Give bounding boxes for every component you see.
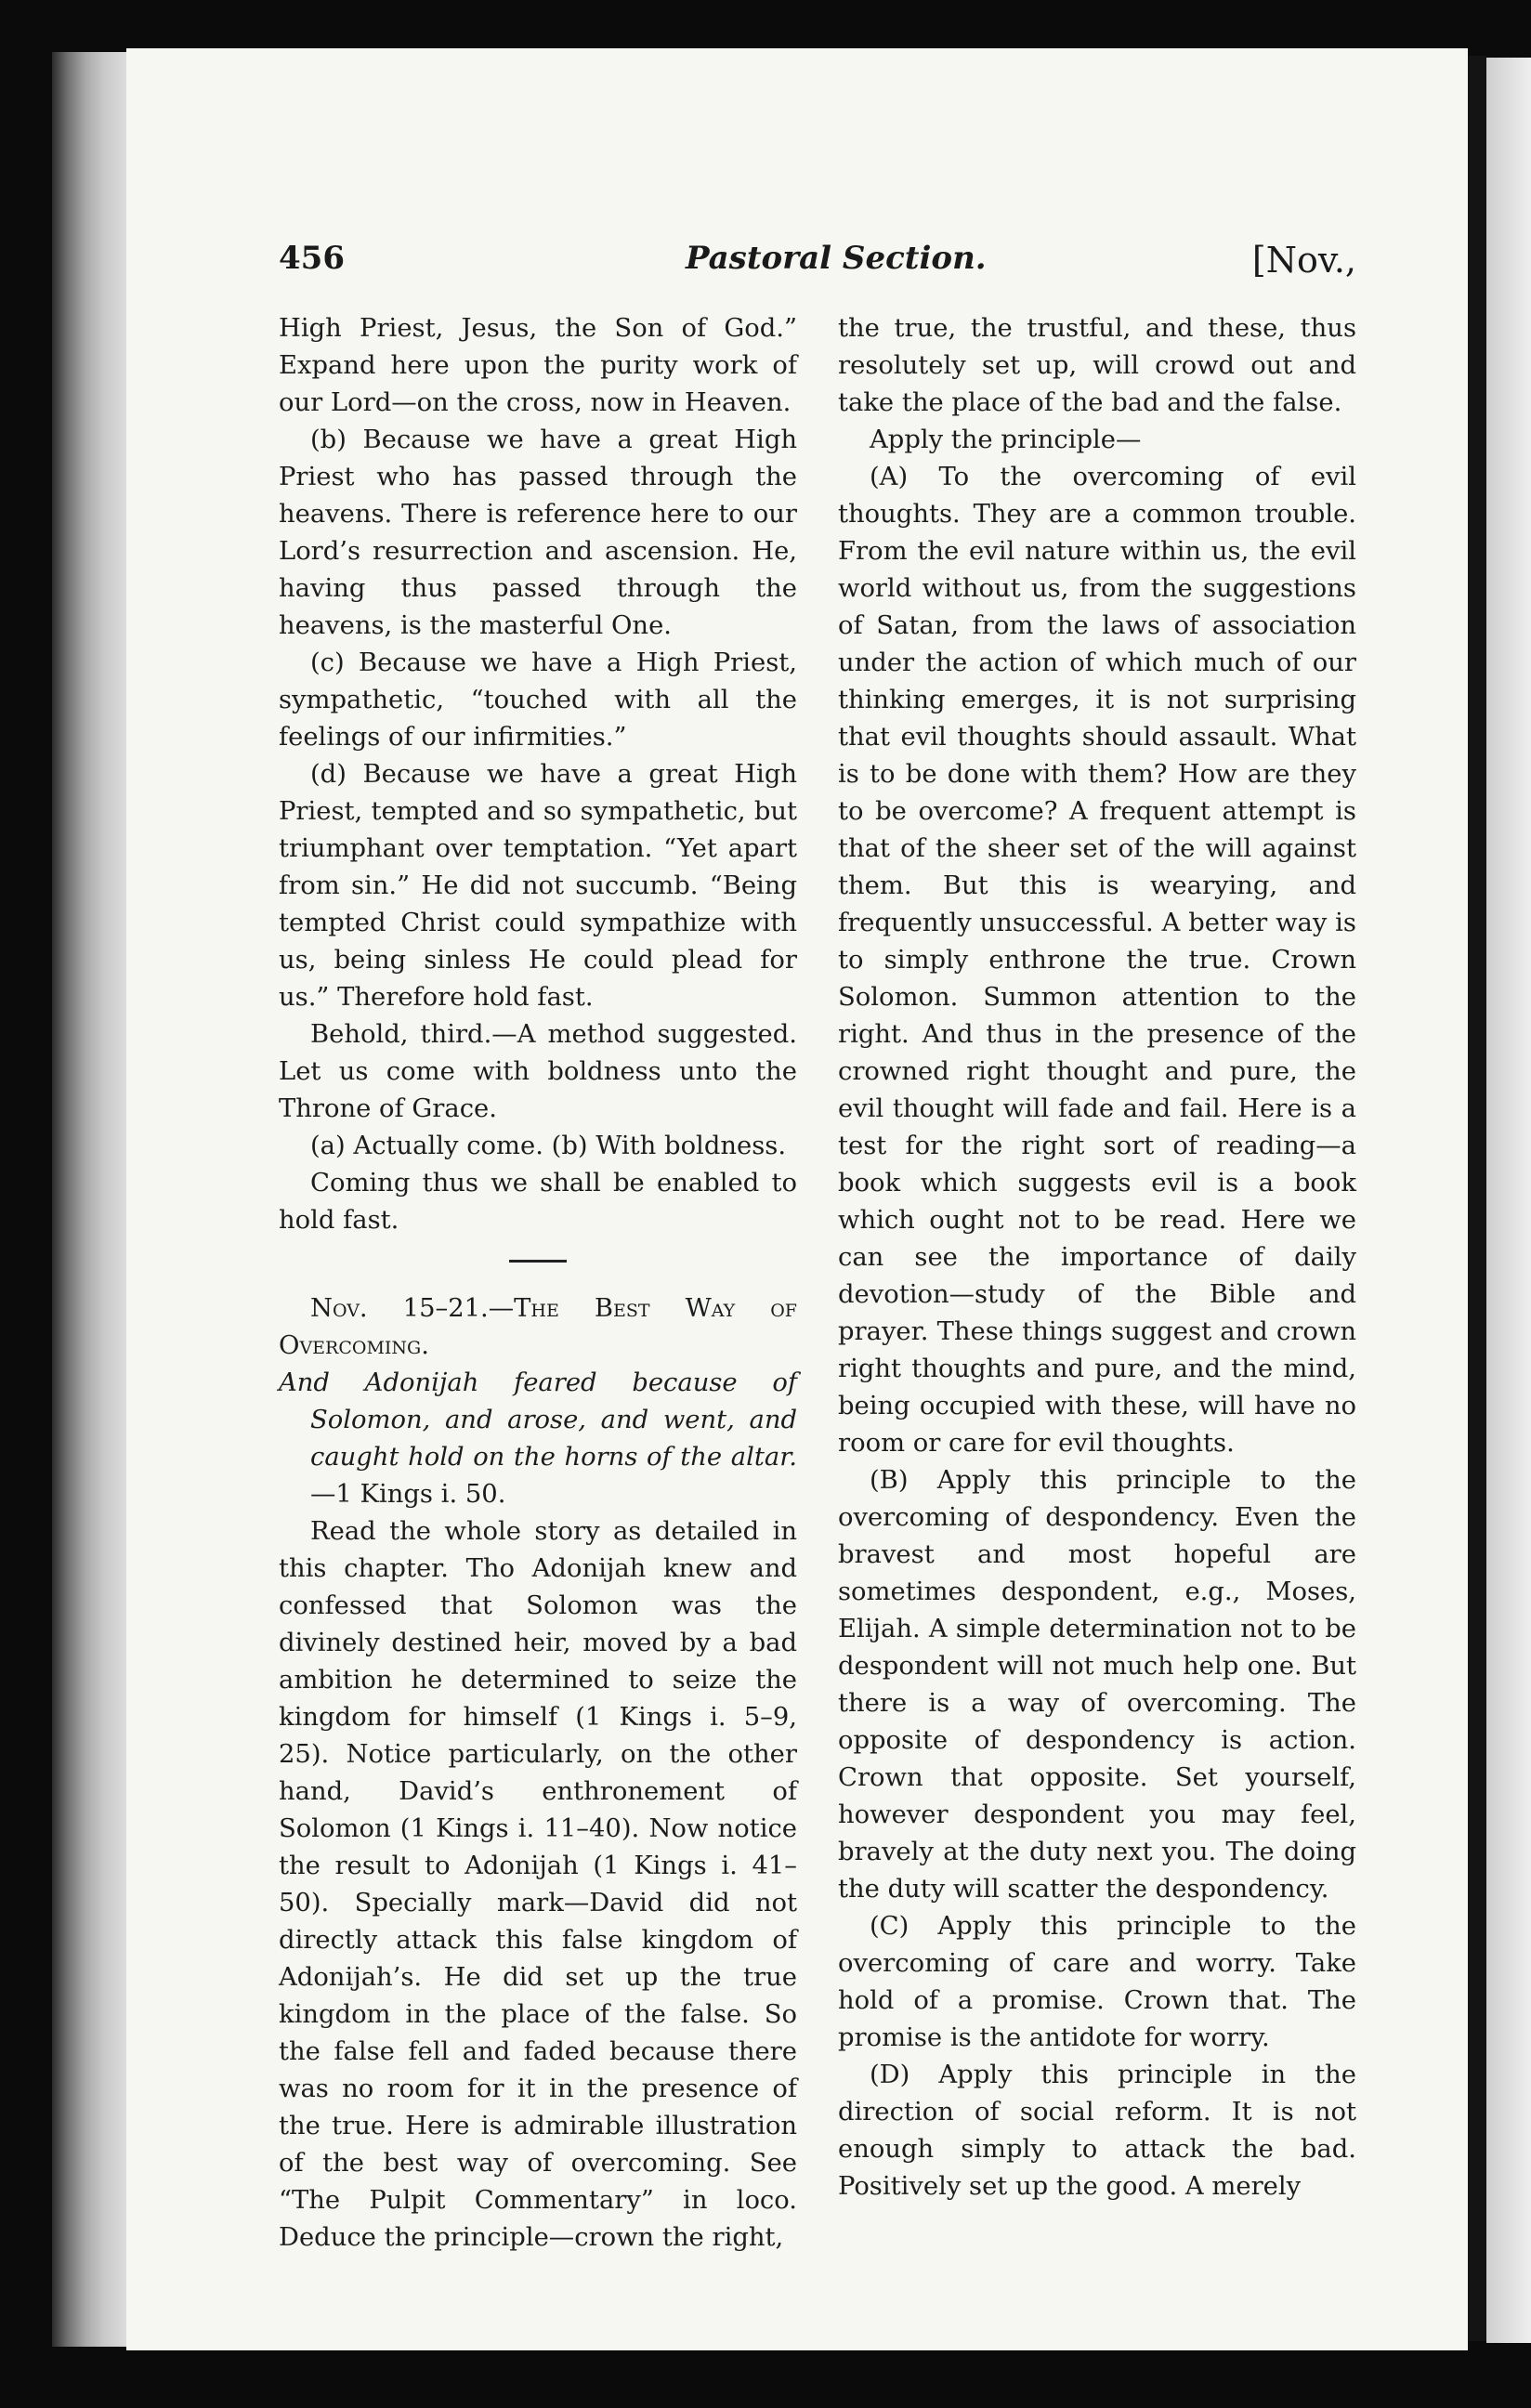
paragraph: Apply the principle— [870, 425, 1142, 454]
paragraph: (a) Actually come. (b) With boldness. [310, 1132, 787, 1160]
adjacent-page-edge [1486, 58, 1531, 2343]
paragraph: High Priest, Jesus, the Son of God.” Expand here upon the purity work of our Lord—on the cross, now in Heaven. [279, 314, 797, 417]
paragraph: (D) Apply this principle in the direction of social reform. It is not enough simply to attack the bad. Positively set up the good. A merely [838, 2061, 1356, 2201]
book-spine-left [52, 52, 126, 2347]
paragraph: (C) Apply this principle to the overcoming of care and worry. Take hold of a promise. Crown that. The promise is the antidote for worry. [838, 1912, 1356, 2052]
paragraph: Behold, third.—A method suggested. Let us come with boldness unto the Throne of Grace. [279, 1020, 797, 1123]
paragraph: (c) Because we have a High Priest, sympathetic, “touched with all the feelings of our infirmities.” [279, 648, 797, 752]
paragraph: (d) Because we have a great High Priest, tempted and so sympathetic, but triumphant over temptation. “Yet apart from sin.” He did not succumb. “Being tempted Christ could sympathize with us, being sinless He could plead for us.” Therefore hold fast. [279, 760, 797, 1012]
scripture-text [279, 1365, 797, 1513]
paragraph: Coming thus we shall be enabled to hold fast. [279, 1169, 797, 1235]
paragraph: (b) Because we have a great High Priest who has passed through the heavens. There is reference here to our Lord’s resurrection and ascension. He, having thus passed through the heavens, is the masterful One. [279, 425, 797, 640]
page-number: 456 [279, 240, 345, 277]
scripture-reference: —1 Kings i. 50. [310, 1480, 506, 1509]
paragraph: Read the whole story as detailed in this chapter. Tho Adonijah knew and confessed that Solomon was the divinely destined heir, moved by a bad ambition he determined to seize the kingdom for himself (1 Kings i. 5–9, 25). Notice particularly, on the other hand, David’s enthronement of Solomon (1 Kings i. 11–40). Now notice the result to Adonijah (1 Kings i. 41–50). Specially mark—David did not directly attack this false kingdom of Adonijah’s. He did set up the true kingdom in the place of the false. So the false fell and faded because there was no room for it in the presence of the true. Here is admirable illustration of the best way of overcoming. See “The Pulpit Commentary” in loco. Deduce the principle—crown the right, [279, 1517, 797, 2252]
paragraph: (B) Apply this principle to the overcoming of despondency. Even the bravest and most hopeful are sometimes despondent, e.g., Moses, Elijah. A simple determination not to be despondent will not much help one. But there is a way of overcoming. The opposite of despondency is action. Crown that opposite. Set yourself, however despondent you may feel, bravely at the duty next you. The doing the duty will scatter the despondency. [838, 1466, 1356, 1904]
book-gutter-right [1468, 56, 1486, 2341]
right-column [838, 310, 1356, 2205]
left-column [279, 310, 797, 2257]
paragraph: the true, the trustful, and these, thus resolutely set up, will crowd out and take the place of the bad and the false. [838, 314, 1356, 417]
section-divider [509, 1260, 567, 1263]
paragraph: (A) To the overcoming of evil thoughts. They are a common trouble. From the evil nature within us, the evil world without us, from the suggestions of Satan, from the laws of association under the action of which much of our thinking emerges, it is not surprising that evil thoughts should assault. What is to be done with them? How are they to be overcome? A frequent attempt is that of the sheer set of the will against them. But this is wearying, and frequently unsuccessful. A better way is to simply enthrone the true. Crown Solomon. Summon attention to the right. And thus in the presence of the crowned right thought and pure, the evil thought will fade and fail. Here is a test for the right sort of reading—a book which suggests evil is a book which ought not to be read. Here we can see the importance of daily devotion—study of the Bible and prayer. These things suggest and crown right thoughts and pure, and the mind, being occupied with these, will have no room or care for evil thoughts. [838, 463, 1356, 1458]
section-heading: Nov. 15–21.—The Best Way of Overcoming. [279, 1294, 797, 1360]
section-title: Pastoral Section. [686, 240, 987, 277]
month-marker: [Nov., [1251, 240, 1356, 281]
running-header [279, 240, 1356, 295]
scripture-verse: And Adonijah feared because of Solomon, and arose, and went, and caught hold on the horns of the altar. [279, 1368, 797, 1472]
